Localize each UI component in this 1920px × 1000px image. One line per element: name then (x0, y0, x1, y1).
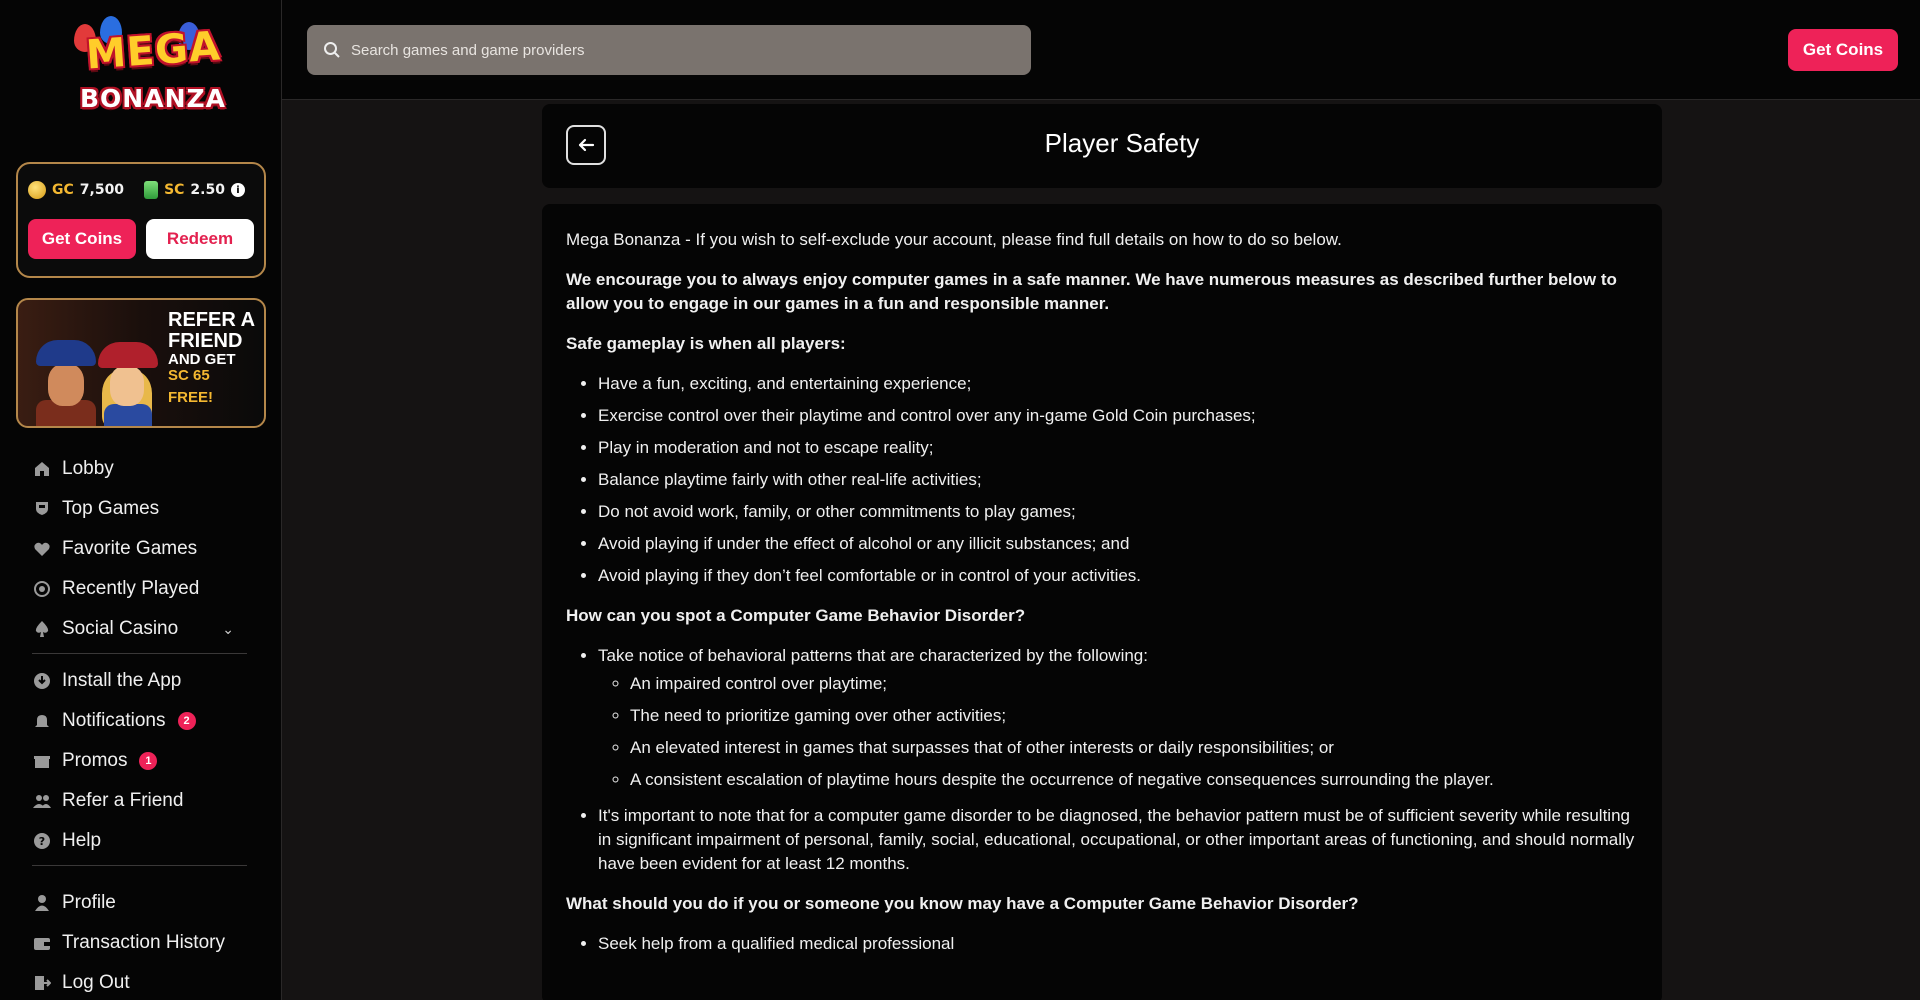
cowgirl-hat (98, 342, 158, 368)
spot-intro: Take notice of behavioral patterns that are characterized by the following: (598, 646, 1148, 665)
sidebar-item-label: Profile (62, 892, 116, 913)
sidebar-item-label: Top Games (62, 498, 160, 519)
sidebar-item-lobby[interactable] (32, 449, 252, 489)
sweeps-coin-icon (144, 181, 158, 199)
list-item (598, 644, 1638, 792)
list-item: • Avoid playing if under the effect of alcohol or any illicit substances; and (598, 532, 1638, 556)
sc-balance: 2.50 (190, 182, 225, 198)
sidebar-item-help[interactable] (32, 821, 252, 861)
logout-icon (32, 973, 52, 993)
notifications-count-badge: 2 (178, 712, 196, 730)
cowboy-hat (36, 340, 96, 366)
wallet-icon (32, 933, 52, 953)
refer-line4: SC 65 (168, 366, 210, 384)
sidebar-item-profile[interactable] (32, 883, 252, 923)
spot-disorder-heading: How can you spot a Computer Game Behavior Disorder? (566, 606, 1026, 625)
sidebar-item-label: Promos (62, 750, 128, 771)
nav-divider (32, 865, 247, 866)
history-icon (32, 579, 52, 599)
intro-text: Mega Bonanza - If you wish to self-exclude your account, please find full details on how to do so below. (566, 230, 1342, 249)
spade-icon (32, 619, 52, 639)
page-header (542, 104, 1662, 188)
sidebar-item-refer-friend[interactable] (32, 781, 252, 821)
gc-label: GC (52, 182, 74, 198)
nav-divider (32, 653, 247, 654)
refer-banner-text (168, 310, 255, 405)
sidebar-item-promos[interactable] (32, 741, 252, 781)
safe-gameplay-list (598, 372, 1638, 588)
redeem-button[interactable]: Redeem (146, 219, 254, 259)
user-icon (32, 893, 52, 913)
top-bar (282, 0, 1920, 100)
sidebar-item-top-games[interactable] (32, 489, 252, 529)
gc-balance: 7,500 (79, 182, 125, 198)
sidebar-item-notifications[interactable] (32, 701, 252, 741)
sidebar-item-recently-played[interactable] (32, 569, 252, 609)
get-coins-button[interactable]: Get Coins (28, 219, 136, 259)
refer-line2: FRIEND (168, 330, 243, 352)
logo-text-bonanza: BONANZA (80, 84, 226, 113)
users-icon (32, 791, 52, 811)
list-item: • It's important to note that for a computer game disorder to be diagnosed, the behavior pattern must be of sufficient severity while resulting in significant impairment of personal, family, social, educational, occupational, or other important areas of functioning, and should normally have been evident for at least 12 months. (598, 804, 1638, 876)
sidebar-item-label: Log Out (62, 972, 130, 993)
trophy-icon (32, 499, 52, 519)
sidebar-item-label: Social Casino (62, 618, 179, 639)
promos-count-badge: 1 (139, 752, 157, 770)
sidebar-item-label: Transaction History (62, 932, 225, 953)
svg-text:?: ? (38, 835, 46, 848)
sidebar-item-label: Lobby (62, 458, 114, 479)
refer-line1: REFER A (168, 309, 256, 331)
list-item: • Exercise control over their playtime and control over any in-game Gold Coin purchases; (598, 404, 1638, 428)
list-item: • Seek help from a qualified medical professional (598, 932, 1638, 956)
cowgirl-face (110, 366, 144, 406)
info-icon[interactable]: i (231, 183, 245, 197)
list-item: • Do not avoid work, family, or other commitments to play games; (598, 500, 1638, 524)
refer-line5: FREE! (168, 388, 213, 406)
list-item: ◦ An elevated interest in games that surpasses that of other interests or daily responsibilities; or (630, 736, 1638, 760)
list-item: • Have a fun, exciting, and entertaining experience; (598, 372, 1638, 396)
sidebar-item-label: Help (62, 830, 102, 851)
sidebar-item-log-out[interactable] (32, 963, 252, 1000)
list-item: • Avoid playing if they don’t feel comfortable or in control of your activities. (598, 564, 1638, 588)
sidebar-item-install-app[interactable] (32, 661, 252, 701)
list-item: ◦ The need to prioritize gaming over other activities; (630, 704, 1638, 728)
search-box[interactable] (307, 25, 1031, 75)
sidebar-item-social-casino[interactable] (32, 609, 252, 649)
nav-account (32, 883, 252, 1000)
spot-disorder-list (598, 644, 1638, 876)
sidebar-item-favorite-games[interactable] (32, 529, 252, 569)
list-item: ◦ An impaired control over playtime; (630, 672, 1638, 696)
sidebar (0, 0, 282, 1000)
download-icon (32, 671, 52, 691)
refer-friend-banner[interactable] (16, 298, 266, 428)
wallet-panel (16, 162, 266, 278)
nav-secondary (32, 661, 252, 866)
spot-sublist (630, 672, 1638, 792)
chevron-down-icon[interactable]: ⌄ (222, 620, 234, 637)
list-item: • Play in moderation and not to escape reality; (598, 436, 1638, 460)
refer-line3: AND GET (168, 351, 236, 368)
sidebar-item-label: Install the App (62, 670, 182, 691)
logo-text-mega: MEGA (84, 23, 223, 79)
home-icon (32, 459, 52, 479)
sidebar-item-label: Favorite Games (62, 538, 198, 559)
sidebar-item-label: Notifications (62, 710, 166, 731)
bell-icon (32, 711, 52, 731)
cowboy-face (48, 364, 84, 406)
cowgirl-illustration (104, 404, 152, 428)
page-title: Player Safety (1044, 128, 1200, 158)
sidebar-item-label: Refer a Friend (62, 790, 184, 811)
get-coins-top-button[interactable]: Get Coins (1788, 29, 1898, 71)
mega-bonanza-logo[interactable] (60, 14, 226, 124)
safe-gameplay-heading: Safe gameplay is when all players: (566, 334, 846, 353)
list-item: ◦ A consistent escalation of playtime hours despite the occurrence of negative consequences surrounding the player. (630, 768, 1638, 792)
search-icon (323, 41, 341, 59)
gift-icon (32, 751, 52, 771)
help-icon (32, 831, 52, 851)
sc-label: SC (164, 182, 185, 198)
search-input[interactable] (351, 42, 991, 59)
encourage-text: We encourage you to always enjoy computer games in a safe manner. We have numerous measures as described further below to allow you to engage in our games in a fun and responsible manner. (566, 270, 1617, 313)
sidebar-item-label: Recently Played (62, 578, 200, 599)
heart-icon (32, 539, 52, 559)
what-to-do-list (598, 932, 1638, 956)
player-safety-content (542, 204, 1662, 1000)
sidebar-item-transaction-history[interactable] (32, 923, 252, 963)
nav-main (32, 449, 252, 654)
list-item: • Balance playtime fairly with other real-life activities; (598, 468, 1638, 492)
what-to-do-heading: What should you do if you or someone you know may have a Computer Game Behavior Disorder? (566, 894, 1359, 913)
gold-coin-icon (28, 181, 46, 199)
